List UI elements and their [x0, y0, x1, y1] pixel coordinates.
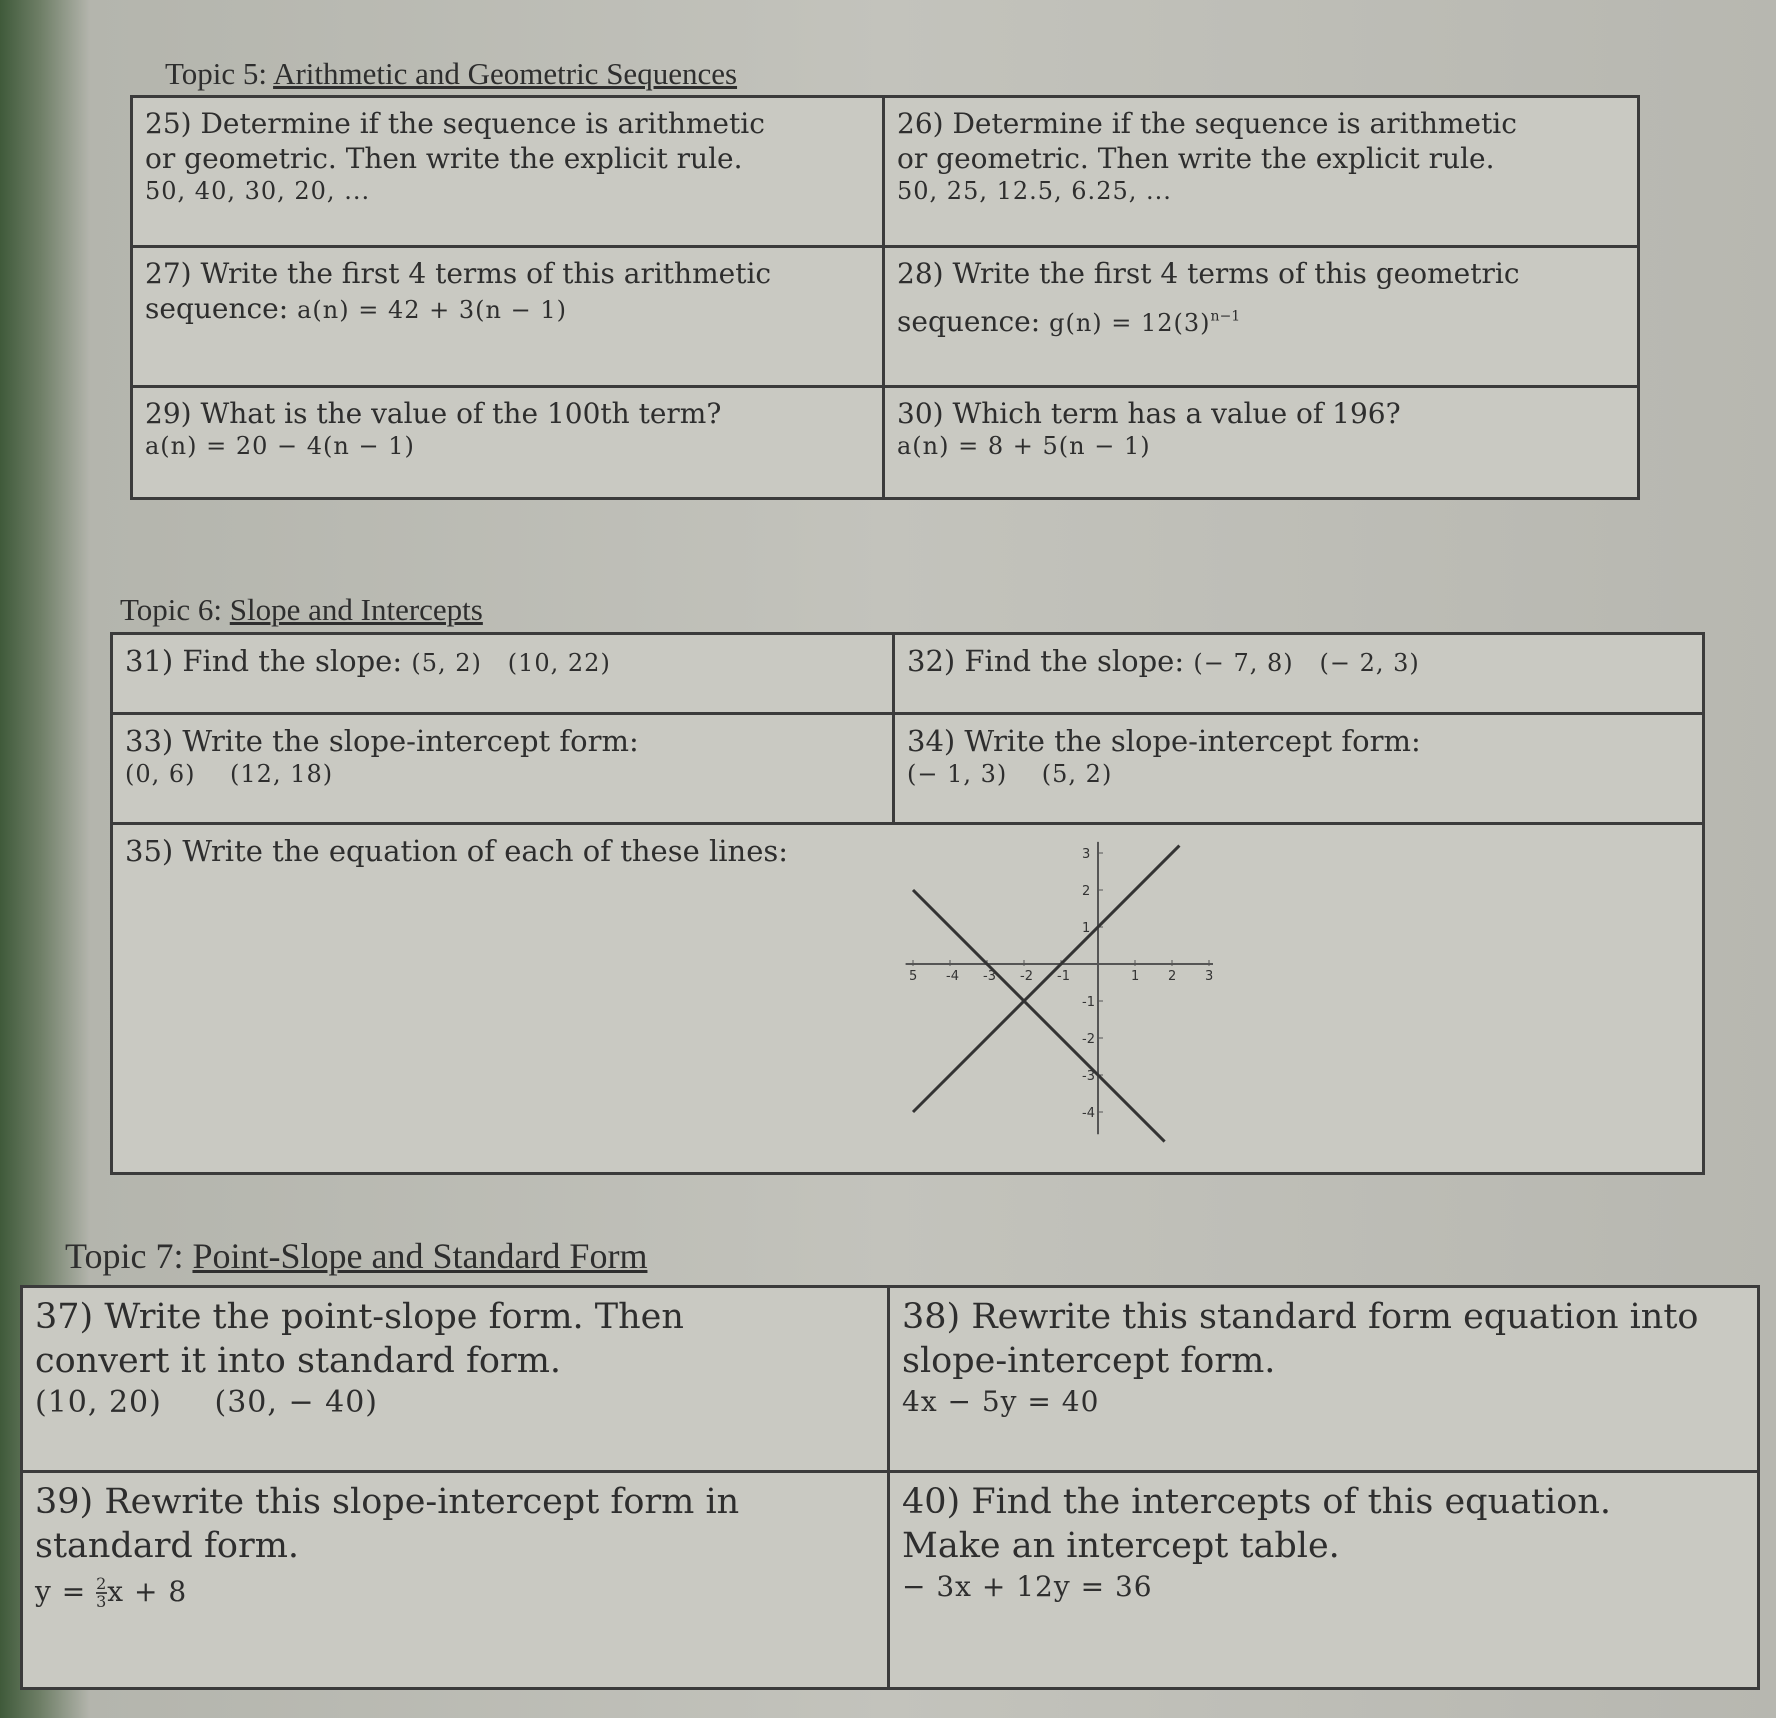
exponent: n−1 [1210, 308, 1241, 325]
topic-label: Topic 6: [120, 592, 223, 627]
topic-label: Topic 5: [165, 56, 268, 91]
question-26 [884, 97, 1639, 247]
points: (5, 2) (10, 22) [411, 649, 611, 677]
q-text: 31) Find the slope: [125, 644, 403, 678]
x-tick-label: 2 [1168, 969, 1177, 984]
eq-rhs: x + 8 [107, 1574, 188, 1608]
graph-line-2 [913, 890, 1165, 1142]
eq-lhs: y = [35, 1574, 87, 1608]
points: (0, 6) (12, 18) [125, 760, 334, 789]
topic-title: Slope and Intercepts [229, 592, 483, 627]
q-text: 26) Determine if the sequence is arithmetic [897, 107, 1517, 140]
question-33 [112, 714, 894, 824]
q-text: 37) Write the point-slope form. Then [35, 1297, 684, 1337]
question-38 [889, 1287, 1759, 1472]
coordinate-graph [893, 833, 1213, 1143]
topic-label: Topic 7: [65, 1236, 184, 1276]
equation: a(n) = 8 + 5(n − 1) [897, 432, 1151, 460]
topic5-table [130, 95, 1640, 500]
y-tick-label: -4 [1082, 1106, 1095, 1121]
q-text: 25) Determine if the sequence is arithmetic [145, 107, 765, 140]
equation: a(n) = 42 + 3(n − 1) [297, 296, 567, 324]
q-text: convert it into standard form. [35, 1340, 562, 1381]
equation: 4x − 5y = 40 [902, 1384, 1100, 1418]
q-text: 34) Write the slope-intercept form: [907, 724, 1421, 758]
denominator: 3 [96, 1592, 108, 1611]
q-text: slope-intercept form. [902, 1340, 1276, 1381]
x-tick-label: -3 [983, 969, 996, 984]
q-text: Make an intercept table. [902, 1525, 1340, 1566]
q-text: 33) Write the slope-intercept form: [125, 724, 639, 758]
topic7-heading [65, 1235, 647, 1277]
x-tick-label: 1 [1131, 969, 1140, 984]
question-39 [22, 1472, 889, 1689]
q-text: or geometric. Then write the explicit rule. [145, 142, 743, 175]
q-text: 39) Rewrite this slope-intercept form in [35, 1482, 740, 1522]
q-text: 32) Find the slope: [907, 644, 1185, 678]
sequence: 50, 25, 12.5, 6.25, ... [897, 177, 1172, 205]
question-35 [112, 824, 1704, 1174]
y-tick-label: -2 [1082, 1032, 1095, 1047]
points: (− 7, 8) (− 2, 3) [1193, 649, 1420, 677]
x-tick-label: 5 [909, 969, 918, 984]
q-text: standard form. [35, 1525, 300, 1566]
q-text: 27) Write the first 4 terms of this arithmetic [145, 257, 772, 290]
sequence: 50, 40, 30, 20, ... [145, 177, 371, 205]
q-text: 35) Write the equation of each of these lines: [125, 834, 789, 868]
question-31 [112, 634, 894, 714]
question-29 [132, 387, 884, 499]
question-30 [884, 387, 1639, 499]
y-tick-label: 2 [1082, 884, 1091, 899]
x-tick-label: -1 [1057, 969, 1070, 984]
x-tick-label: 3 [1205, 969, 1213, 984]
equation: − 3x + 12y = 36 [902, 1569, 1153, 1603]
topic6-table [110, 632, 1705, 1175]
question-34 [894, 714, 1704, 824]
topic-title: Point-Slope and Standard Form [192, 1236, 648, 1276]
q-text: 38) Rewrite this standard form equation into [902, 1297, 1699, 1337]
y-tick-label: -1 [1082, 995, 1095, 1010]
equation: g(n) = 12(3) [1049, 309, 1211, 337]
points: (10, 20) (30, − 40) [35, 1384, 379, 1420]
question-40 [889, 1472, 1759, 1689]
equation: a(n) = 20 − 4(n − 1) [145, 432, 415, 460]
topic-title: Arithmetic and Geometric Sequences [273, 56, 738, 91]
y-tick-label: 3 [1082, 847, 1091, 862]
q-text: 28) Write the first 4 terms of this geometric [897, 257, 1520, 290]
q-text: sequence: [145, 292, 289, 325]
topic7-table [20, 1285, 1760, 1690]
fraction [96, 1576, 107, 1610]
x-tick-label: -2 [1020, 969, 1033, 984]
topic5-heading [165, 56, 737, 92]
q-text: 30) Which term has a value of 196? [897, 397, 1401, 430]
y-tick-label: 1 [1082, 921, 1091, 936]
q-text: or geometric. Then write the explicit rule. [897, 142, 1495, 175]
y-tick-label: -3 [1082, 1069, 1095, 1084]
numerator: 2 [96, 1574, 108, 1593]
q-text: sequence: [897, 305, 1041, 338]
points: (− 1, 3) (5, 2) [907, 760, 1113, 789]
topic6-heading [120, 592, 483, 628]
q-text: 40) Find the intercepts of this equation. [902, 1482, 1611, 1522]
question-32 [894, 634, 1704, 714]
question-25 [132, 97, 884, 247]
q-text: 29) What is the value of the 100th term? [145, 397, 722, 430]
question-28 [884, 247, 1639, 387]
question-27 [132, 247, 884, 387]
equation [35, 1574, 188, 1611]
question-37 [22, 1287, 889, 1472]
x-tick-label: -4 [946, 969, 959, 984]
